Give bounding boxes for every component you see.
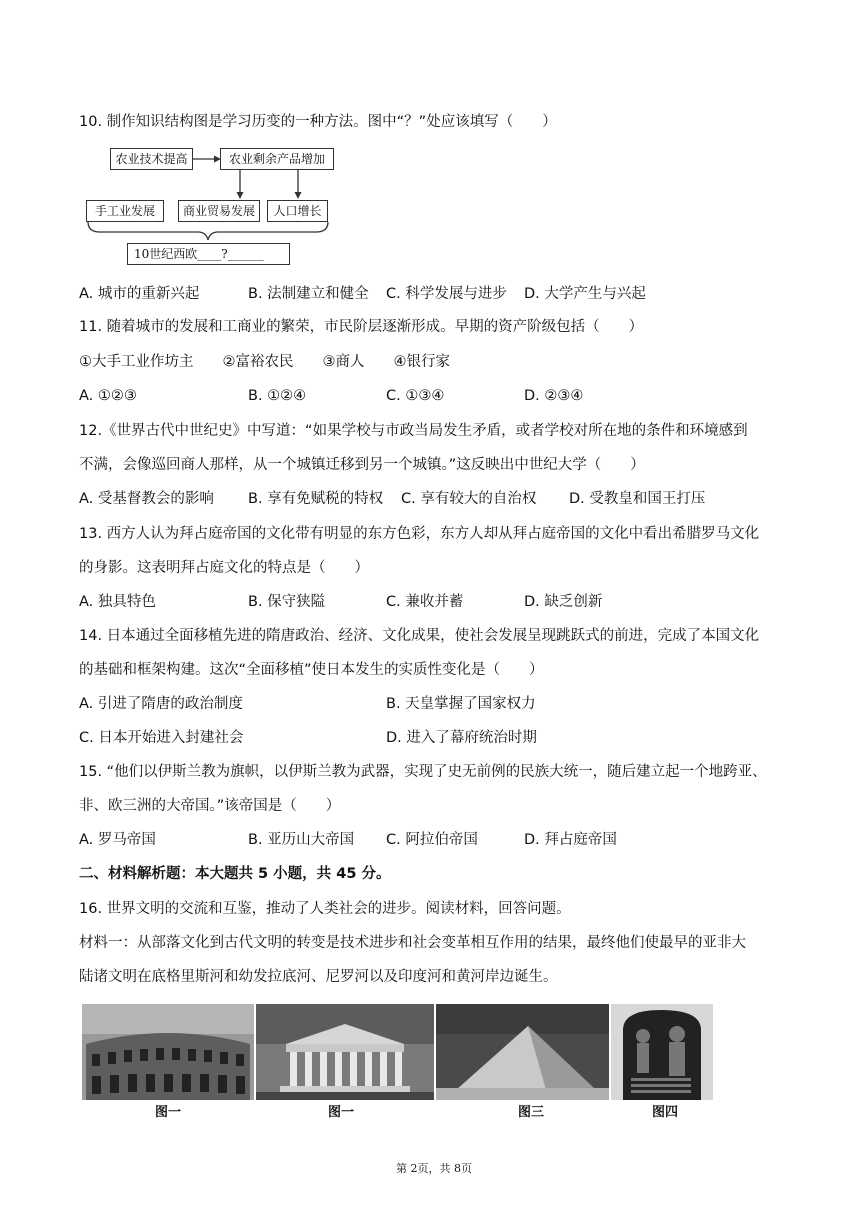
q16-material-line-1: 材料一：从部落文化到古代文明的转变是技术进步和社会变革相互作用的结果，最终他们使最早的亚非大 (79, 935, 746, 951)
q13-option-b: B. 保守狭隘 (248, 594, 326, 610)
figure-caption-4: 图四 (652, 1105, 679, 1120)
q10-stem: 10. 制作知识结构图是学习历变的一种方法。图中“？”处应该填写（ ） (79, 114, 557, 130)
diagram-box-commerce: 商业贸易发展 (178, 200, 260, 222)
q11-items: ①大手工业作坊主 ②富裕农民 ③商人 ④银行家 (79, 354, 450, 370)
q12-line-2: 不满，会像巡回商人那样，从一个城镇迁移到另一个城镇。”这反映出中世纪大学（ ） (79, 457, 645, 473)
q15-line-2: 非、欧三洲的大帝国。”该帝国是（ ） (79, 798, 341, 814)
q12-option-d: D. 受教皇和国王打压 (569, 491, 706, 507)
q11-option-a: A. ①②③ (79, 388, 137, 404)
q13-option-a: A. 独具特色 (79, 594, 156, 610)
q11-option-b: B. ①②④ (248, 388, 307, 404)
q13-line-2: 的身影。这表明拜占庭文化的特点是（ ） (79, 560, 369, 576)
diagram-box-surplus: 农业剩余产品增加 (220, 148, 334, 170)
q15-option-c: C. 阿拉伯帝国 (386, 832, 478, 848)
q10-option-b: B. 法制建立和健全 (248, 286, 369, 302)
q10-option-c: C. 科学发展与进步 (386, 286, 507, 302)
q13-option-d: D. 缺乏创新 (524, 594, 603, 610)
section-heading: 二、材料解析题：本大题共 5 小题，共 45 分。 (79, 866, 391, 882)
q10-option-d: D. 大学产生与兴起 (524, 286, 646, 302)
q12-option-b: B. 享有免赋税的特权 (248, 491, 384, 507)
q11-option-d: D. ②③④ (524, 388, 584, 404)
q14-line-1: 14. 日本通过全面移植先进的隋唐政治、经济、文化成果，使社会发展呈现跳跃式的前进，完成了本国文化 (79, 628, 760, 644)
diagram-box-result: 10世纪西欧____?______ (127, 243, 290, 265)
figure-caption-3: 图三 (518, 1105, 545, 1120)
q11-option-c: C. ①③④ (386, 388, 445, 404)
q10-option-a: A. 城市的重新兴起 (79, 286, 200, 302)
hammurabi-stele-image (611, 1004, 713, 1100)
q12-option-c: C. 享有较大的自治权 (401, 491, 537, 507)
q16-stem: 16. 世界文明的交流和互鉴，推动了人类社会的进步。阅读材料，回答问题。 (79, 901, 571, 917)
q15-option-d: D. 拜占庭帝国 (524, 832, 617, 848)
diagram-box-population: 人口增长 (267, 200, 328, 222)
q12-line-1: 12.《世界古代中世纪史》中写道：“如果学校与市政当局发生矛盾，或者学校对所在地的条件和环境感到 (79, 423, 748, 439)
pyramid-image (436, 1004, 609, 1100)
parthenon-image (256, 1004, 434, 1100)
q14-option-b: B. 天皇掌握了国家权力 (386, 696, 536, 712)
q12-option-a: A. 受基督教会的影响 (79, 491, 214, 507)
figure-caption-2: 图一 (328, 1105, 355, 1120)
q13-option-c: C. 兼收并蓄 (386, 594, 464, 610)
q11-stem: 11. 随着城市的发展和工商业的繁荣，市民阶层逐渐形成。早期的资产阶级包括（ ） (79, 319, 644, 335)
diagram-box-tech: 农业技术提高 (110, 148, 193, 170)
q15-option-b: B. 亚历山大帝国 (248, 832, 355, 848)
q14-option-a: A. 引进了隋唐的政治制度 (79, 696, 243, 712)
q14-line-2: 的基础和框架构建。这次“全面移植”使日本发生的实质性变化是（ ） (79, 662, 544, 678)
colosseum-image (82, 1004, 254, 1100)
q16-material-line-2: 陆诸文明在底格里斯河和幼发拉底河、尼罗河以及印度河和黄河岸边诞生。 (79, 969, 558, 985)
figure-caption-1: 图一 (155, 1105, 182, 1120)
page-footer: 第 2页，共 8页 (396, 1162, 472, 1175)
q15-option-a: A. 罗马帝国 (79, 832, 156, 848)
q14-option-d: D. 进入了幕府统治时期 (386, 730, 537, 746)
q14-option-c: C. 日本开始进入封建社会 (79, 730, 244, 746)
q13-line-1: 13. 西方人认为拜占庭帝国的文化带有明显的东方色彩，东方人却从拜占庭帝国的文化中看出希腊罗马文化 (79, 526, 760, 542)
q15-line-1: 15. “他们以伊斯兰教为旗帜，以伊斯兰教为武器，实现了史无前例的民族大统一，随后建立起一个地跨亚、 (79, 764, 767, 780)
diagram-box-handicraft: 手工业发展 (86, 200, 164, 222)
